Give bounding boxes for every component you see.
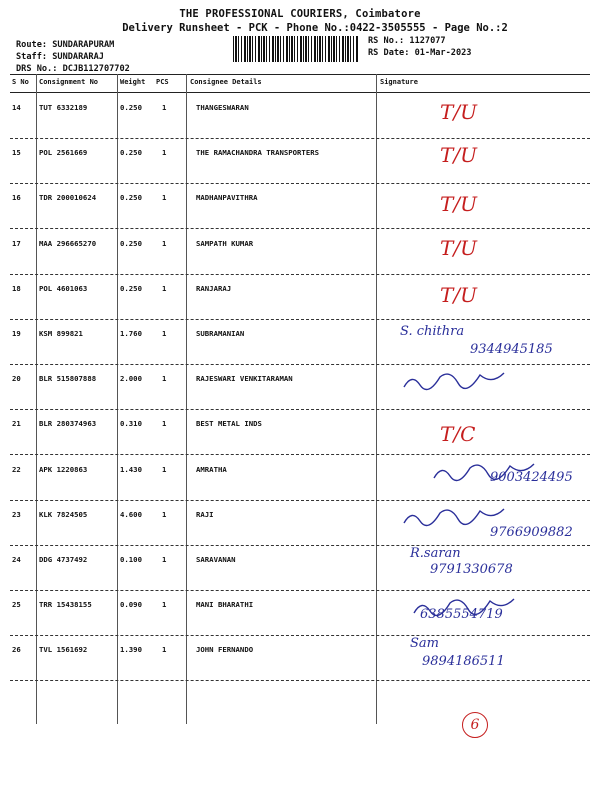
cell-consignment: POL 2561669 <box>39 148 88 158</box>
table-row <box>10 184 590 229</box>
cell-consignment: BLR 515807888 <box>39 374 97 384</box>
cell-sno: 21 <box>12 419 21 429</box>
cell-sno: 18 <box>12 283 21 293</box>
cell-pcs: 1 <box>162 238 167 248</box>
col-header-sno: S No <box>12 78 29 86</box>
handwritten-phone: 9894186511 <box>422 654 505 670</box>
header-top-rule <box>10 74 590 75</box>
barcode-image <box>233 36 358 62</box>
cell-consignment: KSM 899821 <box>39 329 83 338</box>
cell-weight: 0.250 <box>120 148 142 158</box>
handwritten-signature: T/U <box>440 192 477 217</box>
cell-pcs: 1 <box>162 103 167 112</box>
cell-weight: 1.430 <box>120 464 142 474</box>
cell-pcs: 1 <box>162 419 167 429</box>
cell-consignee: RAJESWARI VENKITARAMAN <box>196 374 293 384</box>
cell-consignment: DDG 4737492 <box>39 555 88 564</box>
cell-consignee: SUBRAMANIAN <box>196 329 245 338</box>
cell-consignee: RANJARAJ <box>196 283 232 293</box>
cell-consignee: JOHN FERNANDO <box>196 645 254 655</box>
handwritten-signature: T/U <box>440 100 477 124</box>
table-row <box>10 230 590 275</box>
cell-consignee: BEST METAL INDS <box>196 419 262 429</box>
cell-sno: 24 <box>12 555 21 564</box>
runsheet-subtitle: Delivery Runsheet - PCK - Phone No.:0422-3505555 - Page No.:2 <box>122 22 508 34</box>
handwritten-phone: 9791330678 <box>430 562 513 577</box>
cell-sno: 20 <box>12 374 21 384</box>
col-header-signature: Signature <box>380 78 418 86</box>
cell-pcs: 1 <box>162 645 167 655</box>
cell-pcs: 1 <box>162 464 167 474</box>
table-row <box>10 591 590 636</box>
cell-consignee: AMRATHA <box>196 464 227 474</box>
page-number-mark: 6 <box>462 712 488 738</box>
cell-weight: 1.390 <box>120 645 142 655</box>
table-row <box>10 456 590 501</box>
cell-pcs: 1 <box>162 555 167 564</box>
cell-consignee: MANI BHARATHI <box>196 600 254 610</box>
table-row <box>10 636 590 681</box>
company-title: THE PROFESSIONAL COURIERS, Coimbatore <box>179 8 421 20</box>
table-row <box>10 365 590 410</box>
cell-sno: 22 <box>12 464 21 474</box>
handwritten-signature: T/U <box>440 282 477 307</box>
cell-weight: 4.600 <box>120 509 142 519</box>
col-header-consignee: Consignee Details <box>190 78 262 86</box>
cell-weight: 1.760 <box>120 329 142 338</box>
cell-sno: 16 <box>12 193 21 203</box>
signature-scribble-icon <box>400 367 510 393</box>
cell-sno: 26 <box>12 645 21 655</box>
cell-weight: 0.250 <box>120 193 142 203</box>
route-label: Route: SUNDARAPURAM <box>16 40 115 50</box>
cell-weight: 2.000 <box>120 374 142 384</box>
handwritten-phone: 6385554719 <box>420 607 503 623</box>
cell-pcs: 1 <box>162 509 167 519</box>
cell-consignee: MADHANPAVITHRA <box>196 193 258 203</box>
cell-consignee: SAMPATH KUMAR <box>196 238 254 248</box>
rs-date: RS Date: 01-Mar-2023 <box>368 48 472 58</box>
handwritten-phone: 9344945185 <box>470 342 553 357</box>
drs-number: DRS No.: DCJB112707702 <box>16 64 130 74</box>
cell-pcs: 1 <box>162 283 167 293</box>
cell-consignment: MAA 296665270 <box>39 238 97 248</box>
cell-consignment: TUT 6332189 <box>39 103 88 112</box>
cell-sno: 15 <box>12 148 21 158</box>
col-header-weight: Weight <box>120 78 146 86</box>
cell-weight: 0.090 <box>120 600 142 610</box>
staff-label: Staff: SUNDARARAJ <box>16 52 104 62</box>
cell-weight: 0.310 <box>120 419 142 429</box>
table-row <box>10 139 590 184</box>
cell-sno: 17 <box>12 238 21 248</box>
runsheet-table <box>10 74 590 724</box>
cell-pcs: 1 <box>162 329 167 338</box>
col-header-consignment: Consignment No <box>39 78 99 86</box>
handwritten-signature: S. chithra <box>400 324 465 339</box>
table-row <box>10 501 590 546</box>
cell-consignment: POL 4601063 <box>39 283 88 293</box>
cell-weight: 0.250 <box>120 283 142 293</box>
table-row <box>10 410 590 455</box>
cell-consignment: KLK 7824505 <box>39 509 88 519</box>
cell-consignee: THE RAMACHANDRA TRANSPORTERS <box>196 148 320 158</box>
cell-pcs: 1 <box>162 374 167 384</box>
handwritten-signature: T/U <box>440 143 477 168</box>
cell-weight: 0.250 <box>120 103 142 112</box>
cell-consignment: TVL 1561692 <box>39 645 88 655</box>
cell-consignment: BLR 280374963 <box>39 419 97 429</box>
cell-weight: 0.100 <box>120 555 142 564</box>
cell-sno: 25 <box>12 600 21 610</box>
cell-consignment: TDR 200010624 <box>39 193 97 203</box>
cell-pcs: 1 <box>162 148 167 158</box>
cell-consignment: TRR 15438155 <box>39 600 92 610</box>
table-row <box>10 94 590 139</box>
handwritten-signature: T/C <box>440 422 476 447</box>
cell-consignee: SARAVANAN <box>196 555 236 564</box>
cell-sno: 14 <box>12 103 21 112</box>
cell-consignee: RAJI <box>196 509 214 519</box>
table-row <box>10 275 590 320</box>
cell-consignee: THANGESWARAN <box>196 103 249 112</box>
handwritten-signature: Sam <box>410 636 439 652</box>
cell-pcs: 1 <box>162 600 167 610</box>
rs-number: RS No.: 1127077 <box>368 36 446 46</box>
cell-sno: 19 <box>12 329 21 338</box>
table-row <box>10 320 590 365</box>
signature-scribble-icon <box>410 593 520 619</box>
cell-pcs: 1 <box>162 193 167 203</box>
row-divider <box>10 680 590 681</box>
table-row <box>10 546 590 591</box>
header-bottom-rule <box>10 92 590 93</box>
handwritten-signature: T/U <box>440 235 477 260</box>
handwritten-phone: 9766909882 <box>490 524 573 540</box>
signature-scribble-icon <box>400 503 510 529</box>
col-header-pcs: PCS <box>156 78 169 86</box>
handwritten-signature: R.saran <box>410 546 461 561</box>
handwritten-phone: 9003424495 <box>490 469 573 485</box>
cell-consignment: APK 1220863 <box>39 464 88 474</box>
signature-scribble-icon <box>430 458 540 484</box>
cell-sno: 23 <box>12 509 21 519</box>
cell-weight: 0.250 <box>120 238 142 248</box>
